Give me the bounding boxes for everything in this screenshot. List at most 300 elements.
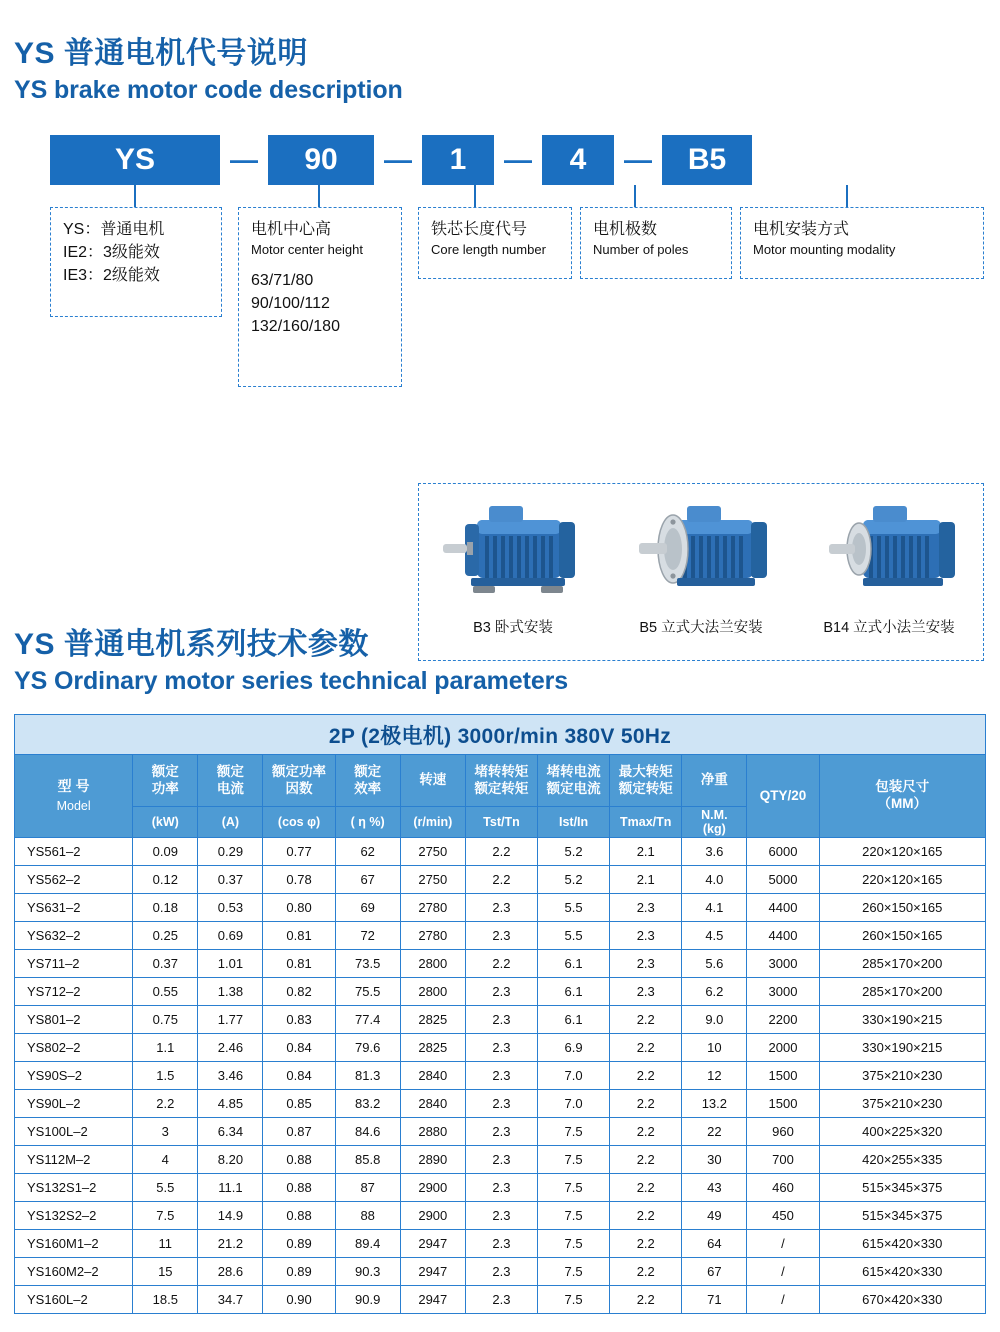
table-cell: 4400: [747, 922, 819, 950]
table-caption: 2P (2极电机) 3000r/min 380V 50Hz: [15, 715, 986, 755]
table-row: [15, 950, 986, 978]
table-cell: 2.1: [610, 838, 682, 866]
table-cell: 34.7: [198, 1286, 263, 1314]
legend-box-corelength: [418, 207, 572, 279]
section2: [14, 619, 986, 1314]
connector-stem-1: [134, 185, 136, 207]
legend-centerheight-en: Motor center height: [251, 242, 364, 258]
code-box-centerheight: 90: [268, 135, 374, 185]
table-cell: 420×255×335: [819, 1146, 985, 1174]
table-header-row-top: [15, 755, 986, 807]
table-cell: 79.6: [335, 1034, 400, 1062]
table-row: [15, 866, 986, 894]
table-cell: 6.1: [538, 978, 610, 1006]
legend-centerheight-cn: 电机中心高: [251, 221, 332, 238]
table-cell: 1.5: [133, 1062, 198, 1090]
mounting-item-b14: [799, 492, 979, 637]
table-cell: 0.81: [263, 922, 335, 950]
table-cell: 5.5: [538, 922, 610, 950]
table-cell: 285×170×200: [819, 950, 985, 978]
table-head: [15, 715, 986, 838]
table-cell: 5.5: [133, 1174, 198, 1202]
header-speed: 转速: [400, 755, 465, 807]
header-net-weight: 净重: [682, 755, 747, 807]
motor-foot-mount-icon: [429, 492, 597, 612]
table-cell: 2.3: [465, 1286, 537, 1314]
table-cell: 7.5: [133, 1202, 198, 1230]
mounting-caption-b3: B3 卧式安装: [473, 620, 553, 636]
table-cell: 69: [335, 894, 400, 922]
table-cell: 2.3: [465, 922, 537, 950]
table-cell: 1500: [747, 1090, 819, 1118]
table-cell: 450: [747, 1202, 819, 1230]
page-title-en: YS brake motor code description: [14, 76, 403, 104]
cell-model: YS90L–2: [15, 1090, 133, 1118]
legend-box-centerheight: [238, 207, 402, 387]
header-power-factor: 额定功率 因数: [263, 755, 335, 807]
table-row: [15, 1006, 986, 1034]
table-row: [15, 1258, 986, 1286]
table-cell: 2.2: [610, 1174, 682, 1202]
table-cell: 4.0: [682, 866, 747, 894]
table-cell: 7.5: [538, 1174, 610, 1202]
cell-model: YS712–2: [15, 978, 133, 1006]
table-cell: 0.89: [263, 1258, 335, 1286]
table-cell: 7.5: [538, 1258, 610, 1286]
table-cell: 18.5: [133, 1286, 198, 1314]
table-row: [15, 1286, 986, 1314]
table-cell: 71: [682, 1286, 747, 1314]
table-cell: 49: [682, 1202, 747, 1230]
cell-model: YS90S–2: [15, 1062, 133, 1090]
table-cell: 220×120×165: [819, 866, 985, 894]
cell-model: YS631–2: [15, 894, 133, 922]
table-cell: 2.2: [610, 1230, 682, 1258]
table-cell: 285×170×200: [819, 978, 985, 1006]
table-cell: 2.2: [610, 1034, 682, 1062]
table-cell: 64: [682, 1230, 747, 1258]
unit-rated-power: (kW): [133, 807, 198, 838]
mounting-types-panel: [418, 483, 984, 661]
table-cell: 2.3: [610, 894, 682, 922]
header-model-cn: 型 号: [57, 778, 90, 795]
legend-poles-en: Number of poles: [593, 242, 689, 258]
header-qty: QTY/20: [747, 755, 819, 838]
table-cell: 28.6: [198, 1258, 263, 1286]
table-cell: 2.2: [465, 866, 537, 894]
table-cell: 43: [682, 1174, 747, 1202]
section2-title-en: YS Ordinary motor series technical parameters: [14, 667, 569, 695]
table-cell: 11: [133, 1230, 198, 1258]
table-cell: 2.2: [133, 1090, 198, 1118]
table-cell: 2.3: [610, 950, 682, 978]
code-boxes-row: [50, 135, 752, 185]
unit-locked-current: Ist/In: [538, 807, 610, 838]
table-cell: 670×420×330: [819, 1286, 985, 1314]
table-cell: 90.3: [335, 1258, 400, 1286]
legend-ys-line1: YS：普通电机: [63, 221, 165, 238]
table-cell: 0.78: [263, 866, 335, 894]
table-cell: 2900: [400, 1202, 465, 1230]
table-cell: 0.77: [263, 838, 335, 866]
table-cell: 5000: [747, 866, 819, 894]
table-cell: 0.53: [198, 894, 263, 922]
table-cell: 0.09: [133, 838, 198, 866]
cell-model: YS801–2: [15, 1006, 133, 1034]
legend-centerheight-num2: 90/100/112: [251, 294, 330, 312]
table-cell: 5.5: [538, 894, 610, 922]
table-cell: 11.1: [198, 1174, 263, 1202]
table-cell: 5.2: [538, 838, 610, 866]
table-row: [15, 1062, 986, 1090]
code-box-ys: YS: [50, 135, 220, 185]
code-dash-4: —: [624, 144, 652, 175]
motor-large-flange-icon: [617, 492, 785, 612]
table-cell: 0.88: [263, 1146, 335, 1174]
table-cell: 73.5: [335, 950, 400, 978]
table-cell: 89.4: [335, 1230, 400, 1258]
cell-model: YS100L–2: [15, 1118, 133, 1146]
table-cell: 0.18: [133, 894, 198, 922]
table-cell: 8.20: [198, 1146, 263, 1174]
legend-ys-line3: IE3：2级能效: [63, 267, 160, 285]
unit-locked-torque: Tst/Tn: [465, 807, 537, 838]
table-cell: 7.5: [538, 1286, 610, 1314]
legend-mounting-cn: 电机安装方式: [753, 221, 850, 238]
table-cell: 62: [335, 838, 400, 866]
cell-model: YS711–2: [15, 950, 133, 978]
connector-stem-5: [846, 185, 848, 207]
table-cell: 0.81: [263, 950, 335, 978]
table-cell: 2840: [400, 1090, 465, 1118]
table-cell: 2.3: [465, 1034, 537, 1062]
header-efficiency: 额定 效率: [335, 755, 400, 807]
table-cell: 0.82: [263, 978, 335, 1006]
table-cell: 1.38: [198, 978, 263, 1006]
table-cell: 2800: [400, 950, 465, 978]
table-cell: 5.2: [538, 866, 610, 894]
table-row: [15, 1034, 986, 1062]
table-cell: 2.3: [465, 978, 537, 1006]
code-dash-2: —: [384, 144, 412, 175]
table-cell: 3000: [747, 950, 819, 978]
table-cell: 375×210×230: [819, 1090, 985, 1118]
cell-model: YS160M1–2: [15, 1230, 133, 1258]
table-cell: 75.5: [335, 978, 400, 1006]
code-diagram: [14, 127, 986, 636]
table-row: [15, 894, 986, 922]
table-cell: 2.3: [465, 894, 537, 922]
table-cell: 2825: [400, 1034, 465, 1062]
table-cell: 615×420×330: [819, 1230, 985, 1258]
table-cell: 4.5: [682, 922, 747, 950]
table-cell: /: [747, 1230, 819, 1258]
table-cell: 2800: [400, 978, 465, 1006]
table-cell: 2.3: [465, 1258, 537, 1286]
table-cell: 220×120×165: [819, 838, 985, 866]
table-cell: 2.2: [610, 1090, 682, 1118]
table-row: [15, 1118, 986, 1146]
table-cell: 4.1: [682, 894, 747, 922]
table-cell: 2.2: [610, 1062, 682, 1090]
table-cell: 7.0: [538, 1062, 610, 1090]
table-cell: 2.3: [465, 1202, 537, 1230]
table-cell: 0.80: [263, 894, 335, 922]
cell-model: YS562–2: [15, 866, 133, 894]
mounting-item-b5: [611, 492, 791, 637]
unit-max-torque: Tmax/Tn: [610, 807, 682, 838]
table-cell: 700: [747, 1146, 819, 1174]
table-cell: 3.6: [682, 838, 747, 866]
table-cell: 2.3: [465, 1062, 537, 1090]
parameters-table: [14, 714, 986, 1314]
table-cell: 330×190×215: [819, 1006, 985, 1034]
table-row: [15, 1090, 986, 1118]
table-cell: 83.2: [335, 1090, 400, 1118]
table-cell: 6.1: [538, 950, 610, 978]
table-cell: 6.1: [538, 1006, 610, 1034]
table-cell: 2750: [400, 866, 465, 894]
table-cell: 0.84: [263, 1034, 335, 1062]
mounting-caption-b14: B14 立式小法兰安装: [823, 620, 955, 636]
legend-mounting-en: Motor mounting modality: [753, 242, 896, 258]
cell-model: YS632–2: [15, 922, 133, 950]
table-row: [15, 1230, 986, 1258]
table-cell: 2947: [400, 1286, 465, 1314]
table-cell: 0.25: [133, 922, 198, 950]
table-cell: 330×190×215: [819, 1034, 985, 1062]
table-cell: 2840: [400, 1062, 465, 1090]
legend-centerheight-num1: 63/71/80: [251, 271, 314, 289]
header-locked-current: 堵转电流 额定电流: [538, 755, 610, 807]
table-cell: 2825: [400, 1006, 465, 1034]
table-cell: 15: [133, 1258, 198, 1286]
table-cell: 4: [133, 1146, 198, 1174]
motor-small-flange-icon: [805, 492, 973, 612]
table-cell: 2.2: [610, 1258, 682, 1286]
table-cell: 4400: [747, 894, 819, 922]
cell-model: YS112M–2: [15, 1146, 133, 1174]
code-dash-1: —: [230, 144, 258, 175]
table-cell: 7.5: [538, 1146, 610, 1174]
table-body: [15, 838, 986, 1314]
table-cell: 7.0: [538, 1090, 610, 1118]
table-cell: 67: [682, 1258, 747, 1286]
table-cell: 6.9: [538, 1034, 610, 1062]
table-row: [15, 1174, 986, 1202]
header-package-size: 包装尺寸 （MM）: [819, 755, 985, 838]
header-locked-torque: 堵转转矩 额定转矩: [465, 755, 537, 807]
code-box-mounting: B5: [662, 135, 752, 185]
table-cell: 2.46: [198, 1034, 263, 1062]
table-row: [15, 1146, 986, 1174]
unit-speed: (r/min): [400, 807, 465, 838]
table-cell: 3000: [747, 978, 819, 1006]
table-cell: 21.2: [198, 1230, 263, 1258]
table-cell: 1.01: [198, 950, 263, 978]
table-cell: 7.5: [538, 1202, 610, 1230]
table-cell: 2.3: [465, 1230, 537, 1258]
table-cell: 67: [335, 866, 400, 894]
table-cell: 2.2: [610, 1146, 682, 1174]
table-cell: 30: [682, 1146, 747, 1174]
unit-efficiency: ( η %): [335, 807, 400, 838]
table-cell: 2.3: [610, 922, 682, 950]
table-cell: 2.1: [610, 866, 682, 894]
table-cell: /: [747, 1286, 819, 1314]
table-row: [15, 922, 986, 950]
table-cell: 3: [133, 1118, 198, 1146]
table-cell: 2750: [400, 838, 465, 866]
connector-stem-4: [634, 185, 636, 207]
table-cell: 4.85: [198, 1090, 263, 1118]
table-cell: 960: [747, 1118, 819, 1146]
table-cell: 260×150×165: [819, 894, 985, 922]
table-cell: 6.2: [682, 978, 747, 1006]
header-rated-power: 额定 功率: [133, 755, 198, 807]
table-caption-row: [15, 715, 986, 755]
table-cell: 84.6: [335, 1118, 400, 1146]
header-max-torque: 最大转矩 额定转矩: [610, 755, 682, 807]
table-cell: 77.4: [335, 1006, 400, 1034]
table-cell: 1.1: [133, 1034, 198, 1062]
table-cell: 2780: [400, 922, 465, 950]
legend-box-mounting: [740, 207, 984, 279]
header-model: [15, 755, 133, 838]
connector-stem-3: [474, 185, 476, 207]
table-cell: 0.87: [263, 1118, 335, 1146]
table-cell: 2000: [747, 1034, 819, 1062]
table-cell: 2.3: [465, 1006, 537, 1034]
table-cell: 0.55: [133, 978, 198, 1006]
table-cell: 22: [682, 1118, 747, 1146]
cell-model: YS160M2–2: [15, 1258, 133, 1286]
cell-model: YS561–2: [15, 838, 133, 866]
table-cell: 1.77: [198, 1006, 263, 1034]
table-cell: 5.6: [682, 950, 747, 978]
legend-centerheight-num3: 132/160/180: [251, 318, 340, 336]
table-cell: 260×150×165: [819, 922, 985, 950]
unit-net-weight: N.M. (kg): [682, 807, 747, 838]
cell-model: YS802–2: [15, 1034, 133, 1062]
mounting-caption-b5: B5 立式大法兰安装: [639, 620, 763, 636]
table-cell: 2890: [400, 1146, 465, 1174]
table-cell: 2.2: [610, 1202, 682, 1230]
table-cell: 6.34: [198, 1118, 263, 1146]
table-cell: 3.46: [198, 1062, 263, 1090]
table-cell: 9.0: [682, 1006, 747, 1034]
legend-box-ys: [50, 207, 222, 317]
table-cell: 460: [747, 1174, 819, 1202]
code-box-poles: 4: [542, 135, 614, 185]
table-cell: 2.2: [465, 950, 537, 978]
table-cell: 2900: [400, 1174, 465, 1202]
table-cell: 0.69: [198, 922, 263, 950]
unit-rated-current: (A): [198, 807, 263, 838]
page-title-cn: YS 普通电机代号说明: [14, 37, 308, 70]
table-cell: 2.3: [465, 1090, 537, 1118]
table-cell: 6000: [747, 838, 819, 866]
table-cell: 515×345×375: [819, 1174, 985, 1202]
table-cell: 0.29: [198, 838, 263, 866]
unit-power-factor: (cos φ): [263, 807, 335, 838]
header-rated-current: 额定 电流: [198, 755, 263, 807]
table-cell: 615×420×330: [819, 1258, 985, 1286]
table-cell: 2947: [400, 1230, 465, 1258]
table-cell: 72: [335, 922, 400, 950]
table-cell: 0.12: [133, 866, 198, 894]
table-cell: 0.37: [133, 950, 198, 978]
table-cell: 0.90: [263, 1286, 335, 1314]
connector-stem-2: [318, 185, 320, 207]
table-cell: 2.3: [465, 1118, 537, 1146]
table-cell: 2.3: [465, 1146, 537, 1174]
table-cell: 375×210×230: [819, 1062, 985, 1090]
table-cell: 85.8: [335, 1146, 400, 1174]
table-cell: 87: [335, 1174, 400, 1202]
table-cell: 0.84: [263, 1062, 335, 1090]
mounting-item-b3: [423, 492, 603, 637]
cell-model: YS132S1–2: [15, 1174, 133, 1202]
table-cell: 515×345×375: [819, 1202, 985, 1230]
table-cell: 2.3: [610, 978, 682, 1006]
table-cell: 2.2: [610, 1286, 682, 1314]
table-cell: 1500: [747, 1062, 819, 1090]
table-row: [15, 1202, 986, 1230]
code-box-corelength: 1: [422, 135, 494, 185]
table-cell: 2.2: [610, 1118, 682, 1146]
table-cell: 0.88: [263, 1174, 335, 1202]
table-cell: 14.9: [198, 1202, 263, 1230]
code-dash-3: —: [504, 144, 532, 175]
table-cell: 2200: [747, 1006, 819, 1034]
legend-poles-cn: 电机极数: [593, 221, 658, 238]
table-cell: 2.2: [610, 1006, 682, 1034]
table-cell: 0.75: [133, 1006, 198, 1034]
table-cell: 7.5: [538, 1230, 610, 1258]
table-cell: 2.3: [465, 1174, 537, 1202]
section2-title-cn: YS 普通电机系列技术参数: [14, 628, 369, 661]
legend-box-poles: [580, 207, 732, 279]
table-cell: 10: [682, 1034, 747, 1062]
header-model-en: Model: [56, 799, 91, 814]
legend-ys-line2: IE2：3级能效: [63, 244, 160, 262]
table-cell: 88: [335, 1202, 400, 1230]
table-cell: 2947: [400, 1258, 465, 1286]
table-cell: /: [747, 1258, 819, 1286]
table-cell: 81.3: [335, 1062, 400, 1090]
table-cell: 0.37: [198, 866, 263, 894]
table-row: [15, 838, 986, 866]
table-cell: 12: [682, 1062, 747, 1090]
table-cell: 0.89: [263, 1230, 335, 1258]
table-cell: 0.88: [263, 1202, 335, 1230]
table-cell: 400×225×320: [819, 1118, 985, 1146]
cell-model: YS132S2–2: [15, 1202, 133, 1230]
table-cell: 2.2: [465, 838, 537, 866]
table-cell: 13.2: [682, 1090, 747, 1118]
table-cell: 0.85: [263, 1090, 335, 1118]
legend-corelength-en: Core length number: [431, 242, 546, 258]
table-cell: 90.9: [335, 1286, 400, 1314]
table-row: [15, 978, 986, 1006]
legend-corelength-cn: 铁芯长度代号: [431, 221, 528, 238]
table-cell: 0.83: [263, 1006, 335, 1034]
cell-model: YS160L–2: [15, 1286, 133, 1314]
table-cell: 2780: [400, 894, 465, 922]
table-cell: 2880: [400, 1118, 465, 1146]
table-cell: 7.5: [538, 1118, 610, 1146]
